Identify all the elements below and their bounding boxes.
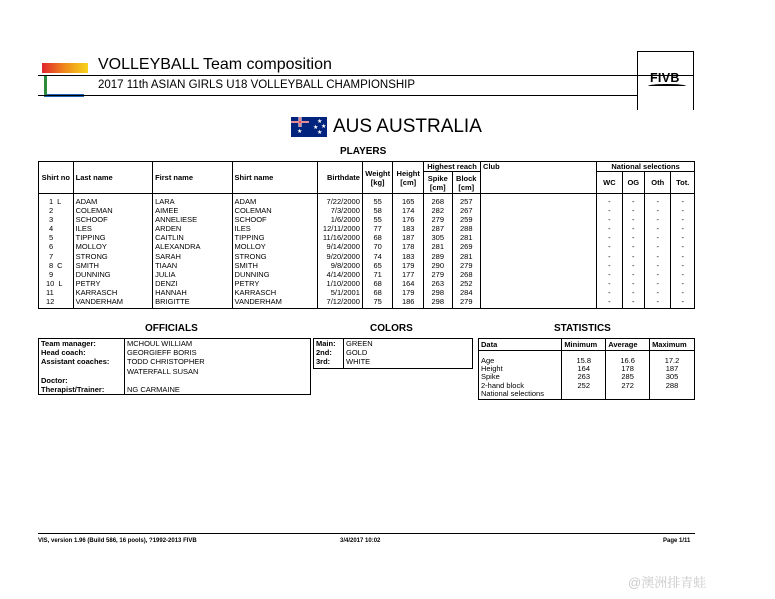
statistics-title: STATISTICS [554,323,611,334]
header-shirt-no: Shirt no [39,162,74,194]
cell-wc: - [597,233,622,242]
cell-last-name: KARRASCH [73,288,152,297]
cell-oth: - [645,297,671,309]
color-row [314,348,473,357]
cell-last-name: STRONG [73,252,152,261]
cell-weight: 74 [362,252,393,261]
header-tot: Tot. [671,172,695,194]
cell-last-name: VANDERHAM [73,297,152,309]
cell-block: 257 [452,194,481,207]
cell-height: 178 [393,242,424,251]
cell-height: 174 [393,206,424,215]
cell-spike: 298 [424,288,453,297]
stats-label: 2-hand block [479,382,562,390]
table-row [39,297,695,309]
cell-wc: - [597,288,622,297]
table-row [39,233,695,242]
cell-last-name: ILES [73,224,152,233]
official-role-label: Team manager: [39,339,125,349]
document-title: VOLLEYBALL Team composition [98,56,332,73]
cell-first-name: ALEXANDRA [153,242,232,251]
official-role-label: Head coach: [39,348,125,357]
stats-label: Age [479,357,562,365]
cell-tot: - [671,242,695,251]
colors-table [313,338,473,369]
cell-shirt-name: MOLLOY [232,242,318,251]
colors-title: COLORS [370,323,413,334]
stats-minimum: 263 [562,373,606,381]
official-name: MCHOUL WILLIAM [127,339,193,348]
cell-birthdate: 1/6/2000 [318,215,363,224]
cell-last-name: MOLLOY [73,242,152,251]
cell-wc: - [597,297,622,309]
cell-og: - [622,279,644,288]
cell-club [481,288,597,297]
statistics-table [478,338,695,400]
cell-og: - [622,270,644,279]
cell-height: 179 [393,261,424,270]
cell-tot: - [671,194,695,207]
cell-club [481,261,597,270]
shirt-number: 8 [49,260,54,270]
cell-wc: - [597,242,622,251]
official-row [39,376,311,385]
stats-maximum: 288 [650,382,695,390]
cell-first-name: JULIA [153,270,232,279]
color-spacer [314,367,473,369]
cell-shirt-name: SCHOOF [232,215,318,224]
cell-tot: - [671,270,695,279]
cell-block: 259 [452,215,481,224]
shirt-number: 11 [46,287,54,297]
cell-spike: 282 [424,206,453,215]
cell-shirt-number [39,270,74,279]
cell-oth: - [645,194,671,207]
cell-tot: - [671,215,695,224]
cell-og: - [622,233,644,242]
players-title: PLAYERS [340,146,387,157]
table-row [39,206,695,215]
cell-weight: 58 [362,206,393,215]
cell-weight: 55 [362,194,393,207]
cell-birthdate: 7/22/2000 [318,194,363,207]
header-og: OG [622,172,644,194]
cell-og: - [622,224,644,233]
cell-oth: - [645,224,671,233]
cell-wc: - [597,224,622,233]
cell-club [481,270,597,279]
cell-birthdate: 4/14/2000 [318,270,363,279]
cell-oth: - [645,288,671,297]
official-name: WATERFALL SUSAN [127,366,199,376]
officials-title: OFFICIALS [145,323,198,334]
stats-label: Spike [479,373,562,381]
cell-weight: 65 [362,261,393,270]
shirt-number: 4 [49,224,54,234]
shirt-number: 1 [49,197,54,206]
color-label: 2nd: [314,348,344,357]
cell-club [481,233,597,242]
official-row [39,385,311,395]
stats-maximum: 305 [650,373,695,381]
player-role: C [57,260,63,270]
cell-og: - [622,288,644,297]
cell-first-name: BRIGITTE [153,297,232,309]
header-height: Height [cm] [393,162,424,194]
stats-header-data: Data [479,339,562,351]
official-role-label: Therapist/Trainer: [39,385,125,395]
official-row [39,367,311,376]
cell-block: 281 [452,233,481,242]
color-value: GREEN [346,339,373,348]
header-birthdate: Birthdate [318,162,363,194]
cell-club [481,224,597,233]
cell-first-name: DENZI [153,279,232,288]
table-row [39,261,695,270]
cell-spike: 298 [424,297,453,309]
cell-tot: - [671,261,695,270]
stats-label: National selections [479,390,562,399]
officials-table [38,338,311,395]
cell-weight: 68 [362,288,393,297]
table-row [39,224,695,233]
cell-height: 183 [393,224,424,233]
shirt-number: 3 [49,215,54,225]
cell-birthdate: 7/12/2000 [318,297,363,309]
shirt-number: 12 [46,297,55,307]
header-divider [38,75,694,76]
table-row [39,288,695,297]
cell-tot: - [671,206,695,215]
stats-average [606,390,650,399]
header-divider-bottom [38,95,638,96]
stats-average: 272 [606,382,650,390]
cell-birthdate: 11/16/2000 [318,233,363,242]
table-row [39,242,695,251]
stats-minimum: 164 [562,365,606,373]
cell-shirt-number [39,279,74,288]
cell-wc: - [597,279,622,288]
cell-spike: 263 [424,279,453,288]
official-name: TODD CHRISTOPHER [127,357,205,367]
official-row [39,348,311,357]
table-row [39,194,695,207]
cell-club [481,242,597,251]
cell-shirt-number [39,194,74,207]
player-role: L [57,197,62,206]
cell-shirt-number [39,261,74,270]
cell-height: 179 [393,288,424,297]
cell-club [481,252,597,261]
cell-height: 176 [393,215,424,224]
cell-first-name: CAITLIN [153,233,232,242]
cell-og: - [622,261,644,270]
table-row [39,215,695,224]
header-last-name: Last name [73,162,152,194]
cell-height: 187 [393,233,424,242]
cell-birthdate: 12/11/2000 [318,224,363,233]
cell-last-name: TIPPING [73,233,152,242]
header-weight: Weight [kg] [362,162,393,194]
cell-club [481,215,597,224]
cell-first-name: SARAH [153,252,232,261]
country-name: AUS AUSTRALIA [333,116,482,137]
cell-shirt-number [39,288,74,297]
official-name: GEORGIEFF BORIS [127,348,197,358]
cell-wc: - [597,215,622,224]
cell-shirt-name: DUNNING [232,270,318,279]
header-shirt-name: Shirt name [232,162,318,194]
cell-tot: - [671,252,695,261]
cell-birthdate: 9/8/2000 [318,261,363,270]
cell-shirt-number [39,206,74,215]
cell-tot: - [671,279,695,288]
cell-first-name: AIMEE [153,206,232,215]
cell-tot: - [671,233,695,242]
stats-minimum [562,390,606,399]
cell-last-name: DUNNING [73,270,152,279]
cell-last-name: ADAM [73,194,152,207]
stats-header-minimum: Minimum [562,339,606,351]
cell-block: 288 [452,224,481,233]
fivb-logo: FIVB [650,71,680,85]
cell-wc: - [597,206,622,215]
color-value: WHITE [346,357,371,367]
header-first-name: First name [153,162,232,194]
cell-club [481,206,597,215]
stats-maximum [650,390,695,399]
color-label: Main: [314,339,344,349]
cell-shirt-name: VANDERHAM [232,297,318,309]
cell-first-name: ANNELIESE [153,215,232,224]
cell-spike: 268 [424,194,453,207]
table-row [39,279,695,288]
footer-divider [38,533,695,534]
cell-og: - [622,206,644,215]
stats-row [479,390,695,399]
shirt-number: 10 [46,278,55,288]
cell-block: 284 [452,288,481,297]
cell-weight: 68 [362,233,393,242]
cell-shirt-name: TIPPING [232,233,318,242]
footer-page: Page 1/11 [663,538,691,544]
cell-weight: 75 [362,297,393,309]
color-row [314,357,473,366]
cell-shirt-number [39,242,74,251]
cell-spike: 281 [424,242,453,251]
header-spike: Spike [cm] [424,172,453,194]
cell-block: 279 [452,297,481,309]
cell-oth: - [645,279,671,288]
official-role-label: Doctor: [39,376,125,385]
cell-shirt-number [39,215,74,224]
fivb-swoosh-icon [648,84,686,88]
cell-shirt-name: PETRY [232,279,318,288]
header-wc: WC [597,172,622,194]
cell-spike: 305 [424,233,453,242]
cell-block: 252 [452,279,481,288]
cell-tot: - [671,288,695,297]
official-name [125,376,311,385]
shirt-number: 7 [49,251,54,261]
australia-flag-icon: ★ ★ ★ ★ ★ [291,117,327,137]
cell-og: - [622,297,644,309]
cell-last-name: SCHOOF [73,215,152,224]
cell-shirt-number [39,224,74,233]
cell-birthdate: 1/10/2000 [318,279,363,288]
cell-block: 279 [452,261,481,270]
cell-oth: - [645,270,671,279]
championship-logo [38,57,92,109]
stats-header-average: Average [606,339,650,351]
cell-shirt-name: ADAM [232,194,318,207]
cell-first-name: ARDEN [153,224,232,233]
table-row [39,252,695,261]
cell-spike: 287 [424,224,453,233]
header-oth: Oth [645,172,671,194]
table-row [39,270,695,279]
cell-shirt-name: COLEMAN [232,206,318,215]
cell-block: 268 [452,270,481,279]
footer-date: 3/4/2017 10:02 [340,538,381,544]
cell-tot: - [671,297,695,309]
stats-maximum: 17.2 [650,357,695,365]
cell-block: 267 [452,206,481,215]
color-value: GOLD [346,348,368,358]
cell-og: - [622,215,644,224]
cell-block: 281 [452,252,481,261]
cell-birthdate: 7/3/2000 [318,206,363,215]
official-role-label: Assistant coaches: [39,357,125,366]
stats-average: 16.6 [606,357,650,365]
cell-weight: 68 [362,279,393,288]
stats-label: Height [479,365,562,373]
color-row [314,339,473,349]
cell-club [481,297,597,309]
cell-oth: - [645,252,671,261]
cell-last-name: SMITH [73,261,152,270]
cell-weight: 55 [362,215,393,224]
cell-birthdate: 9/20/2000 [318,252,363,261]
cell-shirt-number [39,297,74,309]
cell-club [481,194,597,207]
cell-weight: 77 [362,224,393,233]
color-label: 3rd: [314,357,344,366]
cell-first-name: LARA [153,194,232,207]
stats-average: 285 [606,373,650,381]
cell-first-name: HANNAH [153,288,232,297]
cell-shirt-name: STRONG [232,252,318,261]
header-club: Club [481,162,597,194]
official-name: NG CARMAINE [127,385,180,395]
championship-name: 2017 11th ASIAN GIRLS U18 VOLLEYBALL CHAMPIONSHIP [98,79,416,91]
cell-weight: 71 [362,270,393,279]
header-highest-reach: Highest reach [424,162,481,172]
cell-height: 183 [393,252,424,261]
player-role: L [58,278,63,288]
header-national-selections: National selections [597,162,695,172]
cell-height: 165 [393,194,424,207]
cell-og: - [622,252,644,261]
watermark: @澳洲排青蛙 [628,575,707,590]
shirt-number: 9 [49,269,54,279]
cell-height: 164 [393,279,424,288]
cell-shirt-number [39,252,74,261]
cell-tot: - [671,224,695,233]
cell-wc: - [597,261,622,270]
cell-shirt-name: ILES [232,224,318,233]
cell-first-name: TIAAN [153,261,232,270]
cell-last-name: COLEMAN [73,206,152,215]
cell-height: 186 [393,297,424,309]
official-row [39,339,311,349]
cell-oth: - [645,215,671,224]
header-block: Block [cm] [452,172,481,194]
cell-oth: - [645,261,671,270]
stats-maximum: 187 [650,365,695,373]
cell-spike: 290 [424,261,453,270]
official-row [39,357,311,366]
stats-minimum: 15.8 [562,357,606,365]
cell-height: 177 [393,270,424,279]
cell-spike: 279 [424,215,453,224]
cell-shirt-name: KARRASCH [232,288,318,297]
cell-birthdate: 5/1/2001 [318,288,363,297]
cell-og: - [622,194,644,207]
cell-oth: - [645,242,671,251]
shirt-number: 5 [49,233,54,243]
cell-block: 269 [452,242,481,251]
cell-weight: 70 [362,242,393,251]
players-table [38,161,695,309]
cell-spike: 279 [424,270,453,279]
cell-oth: - [645,206,671,215]
footer-version: VIS, version 1.96 (Build 586, 16 pools), ?1992-2013 FIVB [38,538,197,544]
cell-wc: - [597,270,622,279]
cell-og: - [622,242,644,251]
cell-shirt-number [39,233,74,242]
stats-header-maximum: Maximum [650,339,695,351]
cell-spike: 289 [424,252,453,261]
cell-wc: - [597,194,622,207]
stats-average: 178 [606,365,650,373]
stats-minimum: 252 [562,382,606,390]
official-role-label [39,367,125,376]
cell-shirt-name: SMITH [232,261,318,270]
cell-club [481,279,597,288]
cell-wc: - [597,252,622,261]
cell-birthdate: 9/14/2000 [318,242,363,251]
shirt-number: 2 [49,206,54,216]
shirt-number: 6 [49,242,54,252]
cell-oth: - [645,233,671,242]
cell-last-name: PETRY [73,279,152,288]
